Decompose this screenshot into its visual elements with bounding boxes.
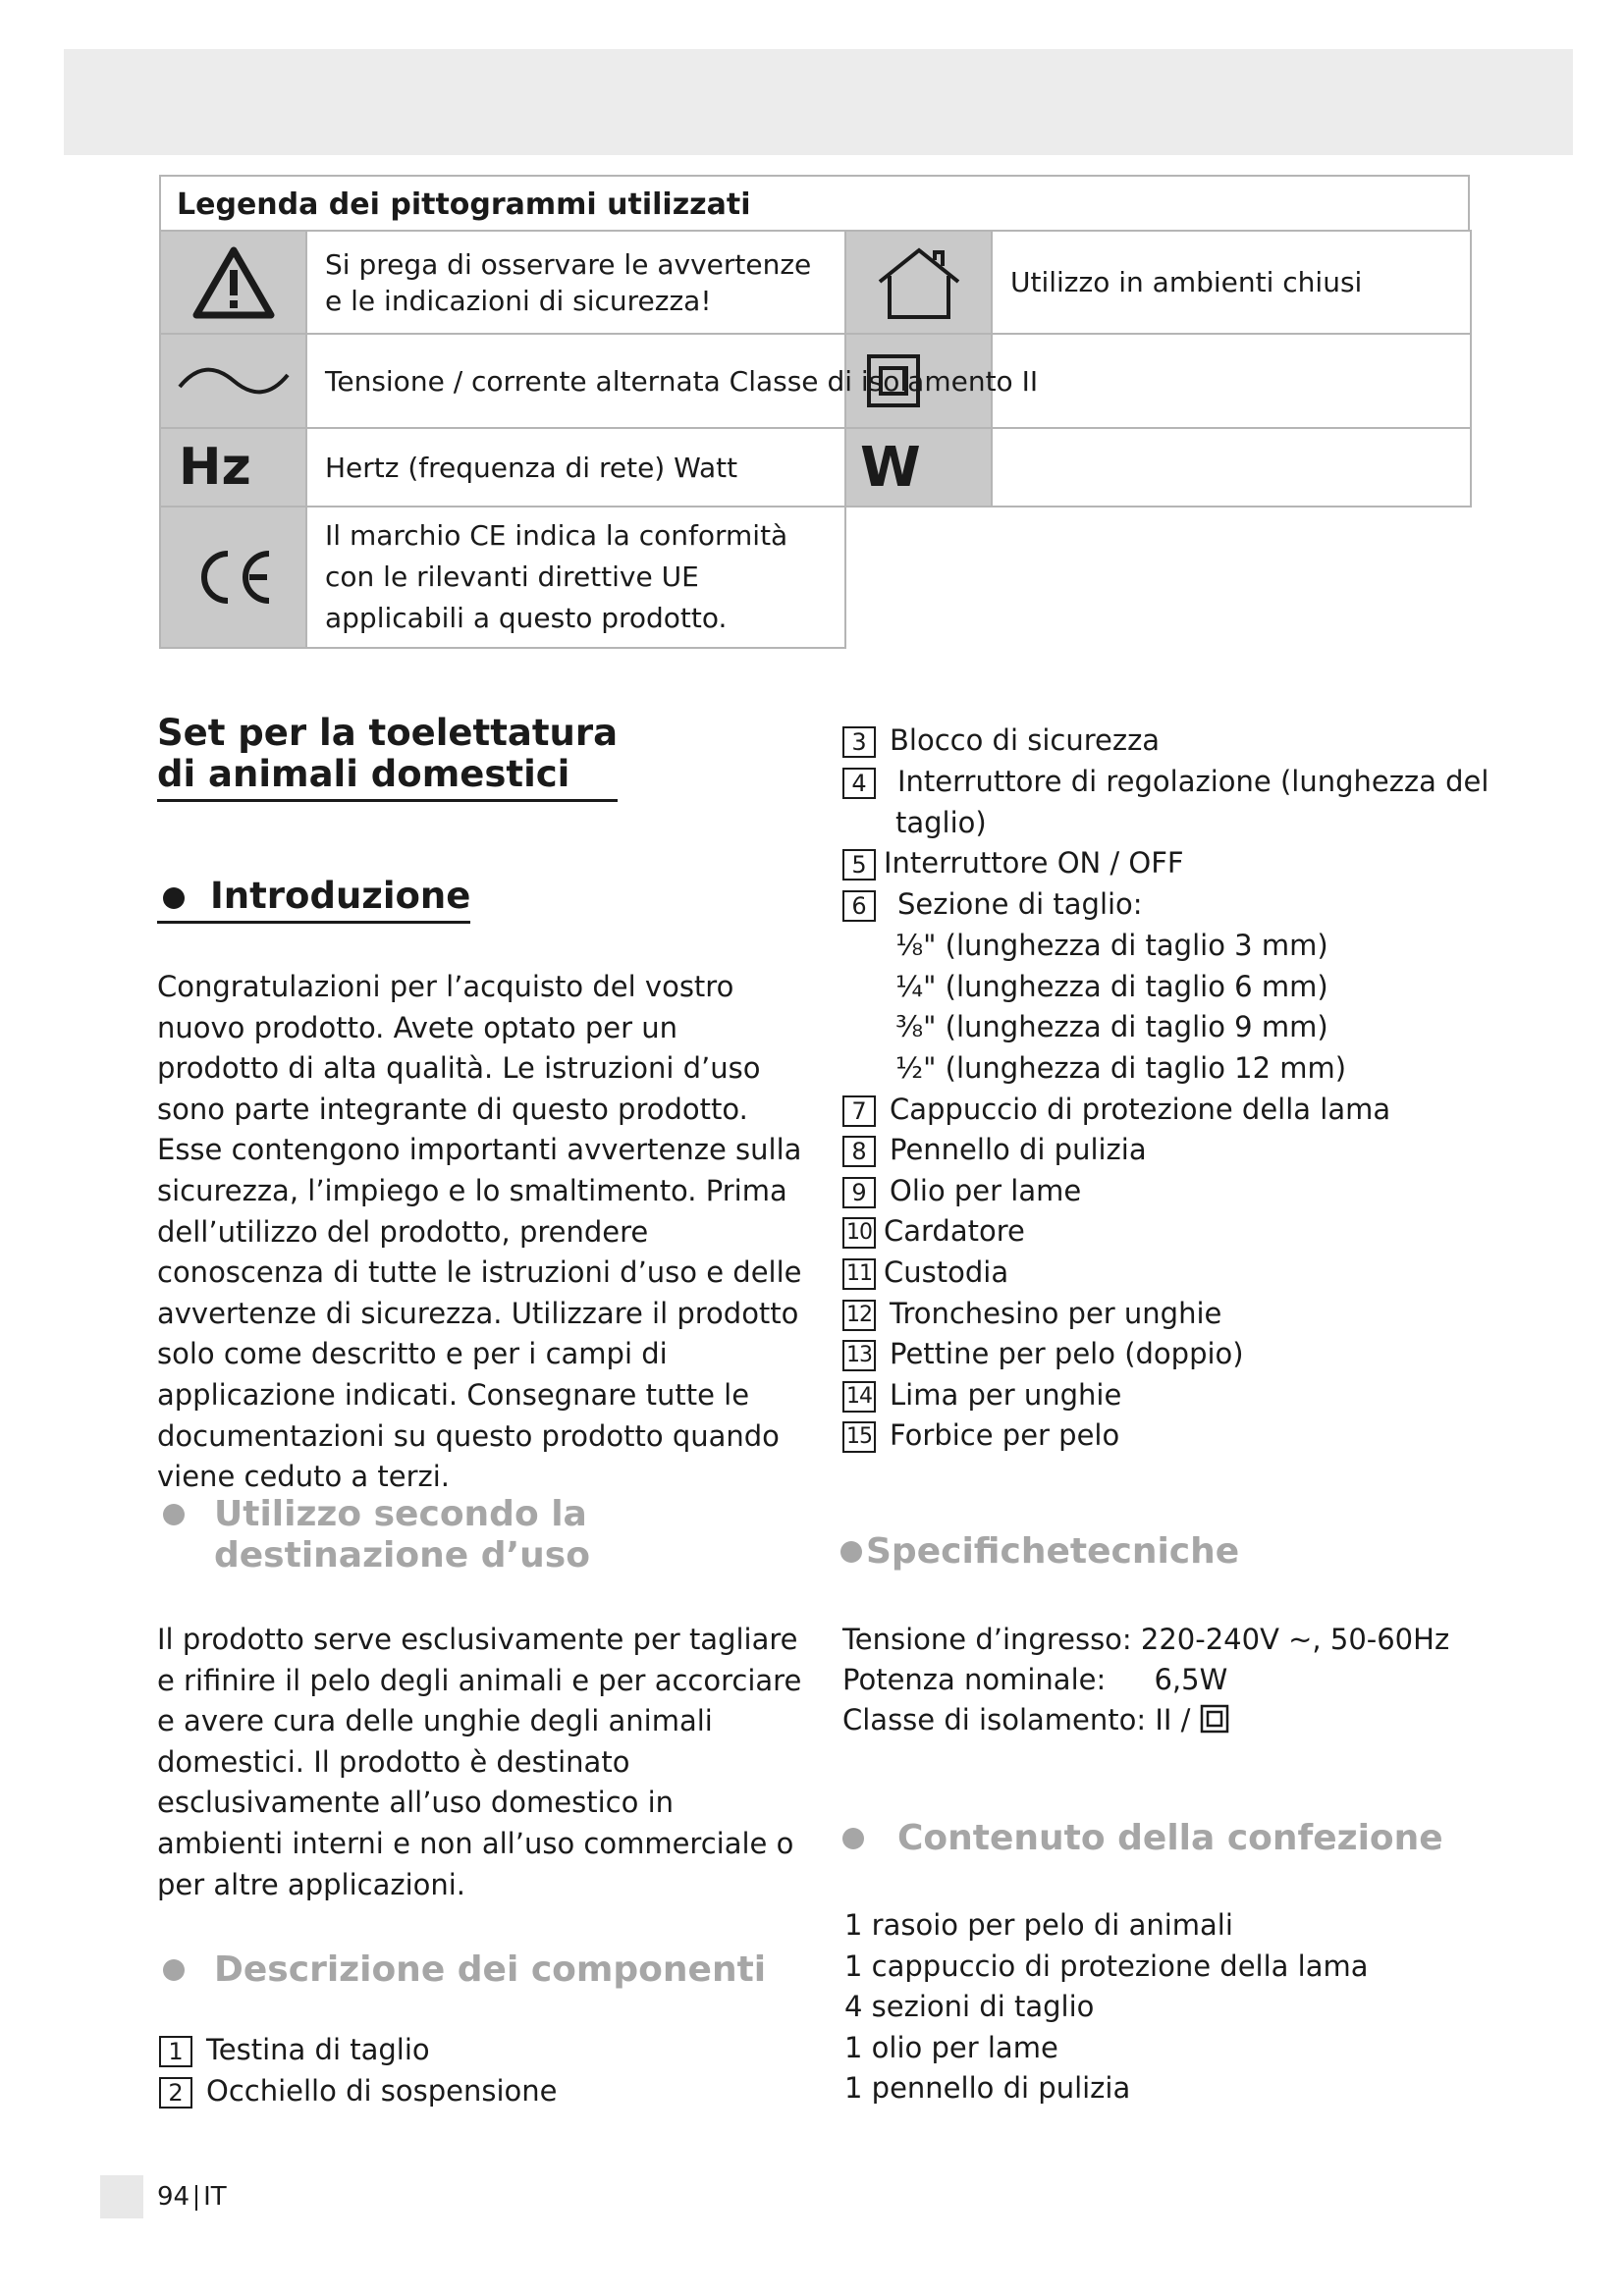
list-item <box>842 884 1143 924</box>
component-label-continued: taglio) <box>895 806 987 839</box>
hertz-icon: Hz <box>179 438 251 497</box>
component-number: 15 <box>842 1421 876 1453</box>
empty-cell <box>991 427 1472 507</box>
pictogram-legend <box>159 175 1472 650</box>
component-number: 2 <box>159 2077 192 2109</box>
cut-section-item: ½" (lunghezza di taglio 12 mm) <box>895 1051 1347 1085</box>
spec-voltage: Tensione d’ingresso: 220-240V ~, 50-60Hz <box>842 1623 1450 1656</box>
intro-heading <box>157 874 470 924</box>
component-label: Pennello di pulizia <box>890 1133 1147 1166</box>
component-label: Occhiello di sospensione <box>206 2074 558 2108</box>
component-label: Custodia <box>884 1255 1009 1289</box>
list-item <box>842 1211 1025 1251</box>
list-item <box>842 1130 1147 1169</box>
ac-text-cell <box>305 333 1039 429</box>
warning-text: Si prega di osservare le avvertenze e le indicazioni di sicurezza! <box>325 247 812 317</box>
list-item <box>842 1334 1244 1373</box>
bullet-icon <box>163 887 185 909</box>
indoor-text: Utilizzo in ambienti chiusi <box>1010 266 1363 298</box>
components-heading: Descrizione dei componenti <box>214 1949 767 1990</box>
component-label: Pettine per pelo (doppio) <box>890 1337 1244 1370</box>
alternating-current-icon <box>176 361 292 400</box>
list-item <box>159 2030 430 2069</box>
page-language: IT <box>203 2182 227 2212</box>
component-label: Lima per unghie <box>890 1378 1122 1412</box>
legend-title: Legenda dei pittogrammi utilizzati <box>159 175 1470 232</box>
spec-class-text: Classe di isolamento: II / <box>842 1703 1191 1736</box>
indoor-icon-cell <box>844 230 993 335</box>
component-label: Cardatore <box>884 1214 1025 1248</box>
list-item <box>842 1294 1221 1333</box>
list-item <box>842 721 1160 760</box>
component-label: Forbice per pelo <box>890 1418 1120 1452</box>
ac-text: Tensione / corrente alternata Classe di isolamento II <box>325 364 1039 398</box>
intended-use-text: Il prodotto serve esclusivamente per tagliare e rifinire il pelo degli animali e per accorciare e avere cura delle unghie degli animali domestici. Il prodotto è destinato esclusivamente all’uso domestico in ambienti interni e non all’uso commerciale o per altre applicazioni. <box>157 1623 802 1901</box>
intro-paragraph <box>157 967 805 1498</box>
ce-text: Il marchio CE indica la conformità con le rilevanti direttive UE applicabili a questo prodotto. <box>325 519 788 634</box>
ce-mark-icon <box>192 548 275 607</box>
ce-text-cell <box>305 506 846 649</box>
component-number: 5 <box>842 849 876 881</box>
list-item <box>159 2071 557 2110</box>
cut-section-item: ¼" (lunghezza di taglio 6 mm) <box>895 970 1328 1003</box>
page-marker <box>100 2175 143 2218</box>
warning-icon-cell <box>159 230 307 335</box>
list-item <box>842 1090 1390 1129</box>
empty-cell <box>991 333 1472 429</box>
component-number: 6 <box>842 890 876 922</box>
product-title-line2: di animali domestici <box>157 753 570 795</box>
component-number: 12 <box>842 1300 876 1331</box>
double-insulation-icon <box>1200 1704 1229 1734</box>
list-item <box>842 1415 1119 1455</box>
contents-heading: Contenuto della confezione <box>897 1818 1443 1858</box>
house-icon <box>874 244 964 321</box>
component-number: 14 <box>842 1381 876 1413</box>
component-label: Testina di taglio <box>206 2033 430 2066</box>
component-label: Sezione di taglio: <box>897 887 1143 921</box>
spec-power-label: Potenza nominale: <box>842 1663 1107 1696</box>
component-number: 9 <box>842 1177 876 1208</box>
grey-bullet-icon <box>842 1828 864 1849</box>
hz-text: Hertz (frequenza di rete) Watt <box>325 451 738 484</box>
component-number: 13 <box>842 1340 876 1371</box>
specs-heading: Specifichetecniche <box>866 1531 1240 1572</box>
component-label: Olio per lame <box>890 1174 1082 1207</box>
intended-use-heading <box>214 1494 590 1576</box>
list-item <box>842 843 1184 882</box>
hz-text-cell <box>305 427 846 507</box>
page-footer <box>157 2179 227 2215</box>
cut-section-item: ⅛" (lunghezza di taglio 3 mm) <box>895 929 1328 962</box>
double-insulation-icon <box>866 353 921 408</box>
list-item <box>842 1253 1008 1292</box>
spec-power <box>842 1660 1227 1699</box>
cut-section-item: ⅜" (lunghezza di taglio 9 mm) <box>895 1010 1328 1043</box>
intended-use-heading-line1: Utilizzo secondo la <box>214 1494 587 1534</box>
component-number: 7 <box>842 1095 876 1127</box>
list-item: 1 olio per lame <box>844 2031 1058 2064</box>
list-item: 4 sezioni di taglio <box>844 1990 1095 2023</box>
component-label: Interruttore di regolazione (lunghezza del <box>897 765 1489 798</box>
header-band <box>64 49 1573 155</box>
list-item <box>842 762 1489 801</box>
watt-icon: W <box>860 435 921 500</box>
spec-power-value: 6,5W <box>1154 1663 1228 1696</box>
list-item <box>842 1375 1121 1415</box>
warning-text-cell <box>305 230 846 335</box>
ce-icon-cell <box>159 506 307 649</box>
component-number: 3 <box>842 726 876 758</box>
component-label: Cappuccio di protezione della lama <box>890 1093 1391 1126</box>
grey-bullet-icon <box>163 1504 185 1525</box>
divider <box>195 2185 197 2211</box>
component-number: 10 <box>842 1217 876 1249</box>
component-number: 4 <box>842 768 876 799</box>
component-label: Interruttore ON / OFF <box>884 846 1184 880</box>
component-number: 1 <box>159 2036 192 2067</box>
list-item: 1 cappuccio di protezione della lama <box>844 1949 1369 1983</box>
indoor-text-cell <box>991 230 1472 335</box>
spec-class <box>842 1700 1229 1739</box>
component-number: 8 <box>842 1136 876 1167</box>
list-item <box>842 1171 1081 1210</box>
intro-heading-text: Introduzione <box>210 875 471 917</box>
component-number: 11 <box>842 1258 876 1290</box>
component-label: Tronchesino per unghie <box>890 1297 1222 1330</box>
page-number: 94 <box>157 2182 190 2212</box>
grey-bullet-icon <box>163 1959 185 1981</box>
intended-use-paragraph <box>157 1620 805 1905</box>
hz-icon-cell <box>159 427 307 507</box>
component-label: Blocco di sicurezza <box>890 723 1161 757</box>
warning-icon <box>192 246 275 319</box>
intro-text: Congratulazioni per l’acquisto del vostro nuovo prodotto. Avete optato per un prodotto di alta qualità. Le istruzioni d’uso sono parte integrante di questo prodotto. Esse contengono importanti avvertenze sulla sicurezza, l’impiego e lo smaltimento. Prima dell’utilizzo del prodotto, prendere conoscenza di tutte le istruzioni d’uso e delle avvertenze di sicurezza. Utilizzare il prodotto solo come descritto e per i campi di applicazione indicati. Consegnare tutte le documentazioni su questo prodotto quando viene ceduto a terzi. <box>157 970 802 1494</box>
watt-icon-cell <box>844 427 993 507</box>
list-item: 1 rasoio per pelo di animali <box>844 1908 1233 1942</box>
product-title <box>157 713 618 802</box>
ac-icon-cell <box>159 333 307 429</box>
list-item: 1 pennello di pulizia <box>844 2071 1131 2105</box>
intended-use-heading-line2: destinazione d’uso <box>214 1535 590 1575</box>
product-title-line1: Set per la toelettatura <box>157 712 619 754</box>
grey-bullet-icon <box>840 1541 862 1563</box>
